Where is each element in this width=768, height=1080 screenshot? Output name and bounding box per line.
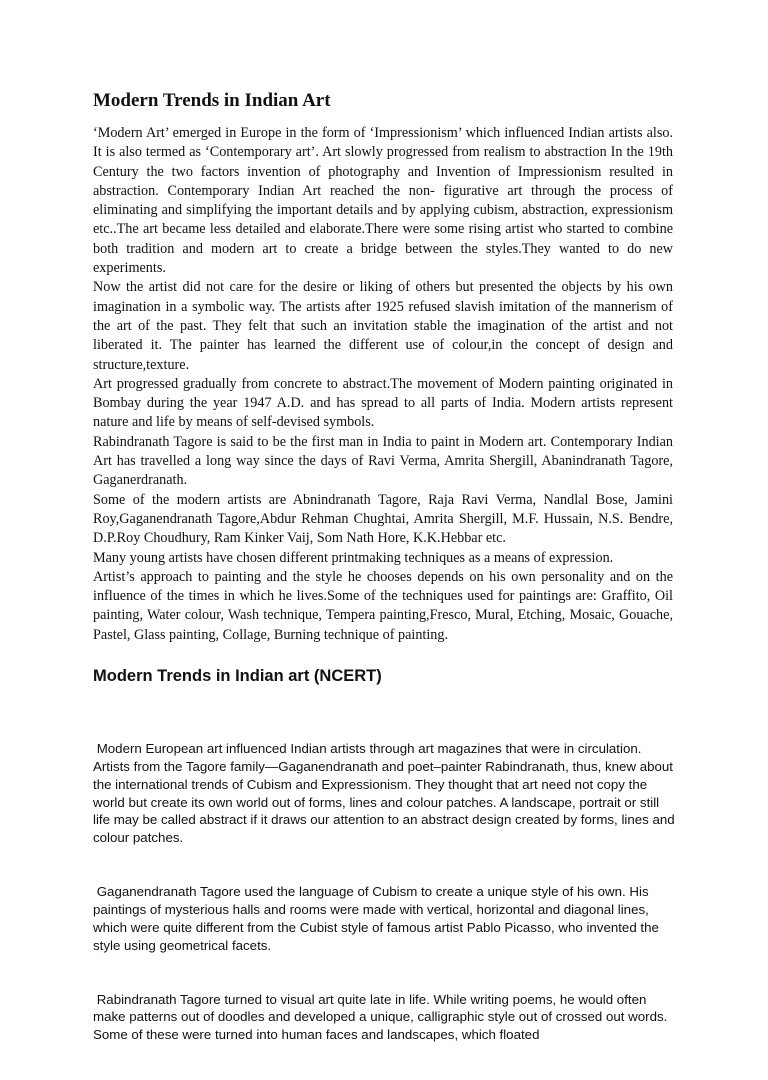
paragraph: ‘Modern Art’ emerged in Europe in the form of ‘Impressionism’ which influenced Indian artists also. It is also termed as ‘Contemporary art’. Art slowly progressed from realism to abstraction In the 19th Century the two factors invention of photography and Invention of Impressionism resulted in abstraction. Contemporary Indian Art reached the non- figurative art through the process of eliminating and simplifying the important details and by applying cubism, abstraction, expressionism etc..The art became less detailed and elaborate.There were some rising artist who started to combine both tradition and modern art to create a bridge between the styles.They wanted to do new experiments. <box>93 125 673 277</box>
paragraph: Modern European art influenced Indian artists through art magazines that were in circulation. Artists from the Tagore family—Gaganendranath and poet–painter Rabindranath, thus, knew about the international trends of Cubism and Expressionism. They thought that art need not copy the world but create its own world out of forms, lines and colour patches. A landscape, portrait or still life may be called abstract if it draws our attention to an abstract design created by forms, lines and colour patches. <box>93 740 679 846</box>
paragraph: Many young artists have chosen different printmaking techniques as a means of expression. <box>93 549 614 566</box>
section-title-modern-trends: Modern Trends in Indian Art <box>93 90 331 111</box>
paragraph: Art progressed gradually from concrete to abstract.The movement of Modern painting originated in Bombay during the year 1947 A.D. and has spread to all parts of India. Modern artists represent nature and life by means of self-devised symbols. <box>93 375 673 431</box>
paragraph: Artist’s approach to painting and the style he chooses depends on his own personality and on the influence of the times in which he lives.Some of the techniques used for paintings are: Graffito, Oil painting, Water colour, Wash technique, Tempera painting,Fresco, Mural, Etching, Mosaic, Gouache, Pastel, Glass painting, Collage, Burning technique of painting. <box>93 568 673 643</box>
paragraph: Now the artist did not care for the desire or liking of others but presented the objects by his own imagination in a symbolic way. The artists after 1925 refused slavish imitation of the mannerism of the art of the past. They felt that such an invitation stable the imagination of the artist and not liberated it. The painter has learned the different use of colour,in the concept of design and structure,texture. <box>93 279 673 373</box>
paragraph: Rabindranath Tagore turned to visual art quite late in life. While writing poems, he would often make patterns out of doodles and developed a unique, calligraphic style out of crossed out words. Some of these were turned into human faces and landscapes, which floated <box>93 991 672 1043</box>
section-title-ncert: Modern Trends in Indian art (NCERT) <box>93 667 382 685</box>
paragraph: Gaganendranath Tagore used the language of Cubism to create a unique style of his own. His paintings of mysterious halls and rooms were made with vertical, horizontal and diagonal lines, which were quite different from the Cubist style of famous artist Pablo Picasso, who invented the style using geometrical facets. <box>93 884 663 953</box>
paragraph: Rabindranath Tagore is said to be the first man in India to paint in Modern art. Contemporary Indian Art has travelled a long way since the days of Ravi Verma, Amrita Shergill, Abanindranath Tagore, Gaganerdranath. <box>93 433 673 489</box>
paragraph: Some of the modern artists are Abnindranath Tagore, Raja Ravi Verma, Nandlal Bose, Jamini Roy,Gaganendranath Tagore,Abdur Rehman Chughtai, Amrita Shergill, M.F. Hussain, N.S. Bendre, D.P.Roy Choudhury, Ram Kinker Vaij, Som Nath Hore, K.K.Hebbar etc. <box>93 491 673 547</box>
section-body-modern-trends <box>93 124 673 645</box>
